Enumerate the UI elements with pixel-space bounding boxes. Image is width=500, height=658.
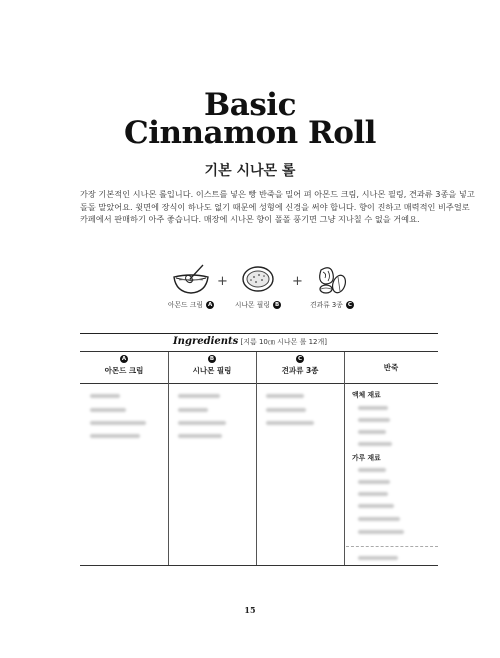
column-header-label: 시나몬 필링 bbox=[192, 366, 232, 375]
ingredients-heading bbox=[0, 336, 500, 347]
blurred-ingredient-row bbox=[90, 394, 120, 398]
blurred-ingredient-row bbox=[266, 421, 314, 425]
component-label-text: 아몬드 크림 bbox=[167, 301, 203, 309]
table-subheader-rule bbox=[80, 383, 438, 384]
blurred-ingredient-row bbox=[90, 434, 140, 438]
plus-sign: + bbox=[292, 274, 303, 289]
page-title-line2: Cinnamon Roll bbox=[124, 115, 376, 151]
column-header-almond-cream bbox=[80, 355, 168, 376]
component-label bbox=[302, 299, 362, 309]
ingredients-title: Ingredients bbox=[173, 336, 239, 347]
page-title-line1: Basic bbox=[204, 87, 296, 123]
intro-line: 돌돌 말았어요. 윗면에 장식이 하나도 없기 때문에 성형에 신경을 써야 합니다. 향이 진하고 매력적인 비주얼로 bbox=[80, 201, 470, 212]
column-header-label: 견과류 3종 bbox=[281, 366, 319, 375]
blurred-ingredient-row bbox=[178, 408, 208, 412]
badge-b: B bbox=[209, 356, 215, 362]
korean-subtitle: 기본 시나몬 롤 bbox=[204, 163, 296, 179]
intro-paragraph bbox=[80, 188, 475, 226]
table-top-rule bbox=[80, 333, 438, 334]
blurred-ingredient-row bbox=[358, 504, 394, 508]
column-header-label: 반죽 bbox=[383, 363, 399, 372]
ingredients-yield-note: [지름 10㎝ 시나몬 롤 12개] bbox=[240, 338, 327, 346]
dough-divider-dashed bbox=[346, 546, 438, 547]
blurred-ingredient-row bbox=[358, 468, 386, 472]
intro-line: 가장 기본적인 시나몬 롤입니다. 이스트를 넣은 빵 반죽을 밀어 펴 아몬드 크림, 시나몬 필링, 견과류 3종을 넣고 bbox=[80, 189, 475, 199]
nuts-icon bbox=[311, 262, 353, 296]
column-header-cinnamon-filling bbox=[168, 355, 256, 376]
table-header-rule bbox=[80, 351, 438, 352]
blurred-ingredient-row bbox=[358, 530, 404, 534]
column-divider bbox=[168, 352, 169, 565]
badge-a: A bbox=[207, 302, 213, 308]
blurred-ingredient-row bbox=[358, 480, 390, 484]
blurred-ingredient-row bbox=[358, 442, 392, 446]
components-row bbox=[0, 262, 500, 322]
blurred-ingredient-row bbox=[90, 408, 126, 412]
column-header-label: 아몬드 크림 bbox=[104, 366, 144, 375]
page-number: 15 bbox=[244, 605, 256, 615]
dough-powder-section-label: 가루 재료 bbox=[352, 454, 381, 462]
blurred-ingredient-row bbox=[358, 556, 398, 560]
blurred-ingredient-row bbox=[90, 421, 146, 425]
component-label-text: 견과류 3종 bbox=[310, 301, 343, 309]
powder-bowl-icon bbox=[237, 262, 279, 296]
component-label bbox=[161, 299, 221, 309]
badge-c: C bbox=[297, 356, 303, 362]
blurred-ingredient-row bbox=[178, 434, 222, 438]
column-header-dough bbox=[344, 362, 438, 373]
blurred-ingredient-row bbox=[266, 394, 304, 398]
column-header-three-nuts bbox=[256, 355, 344, 376]
badge-c: C bbox=[347, 302, 352, 308]
column-divider bbox=[256, 352, 257, 565]
column-divider bbox=[344, 352, 345, 565]
component-three-nuts bbox=[302, 262, 362, 309]
badge-b: B bbox=[274, 302, 280, 308]
blurred-ingredient-row bbox=[358, 406, 388, 410]
dough-liquid-section-label: 액체 재료 bbox=[352, 391, 381, 399]
blurred-ingredient-row bbox=[266, 408, 306, 412]
blurred-ingredient-row bbox=[358, 492, 388, 496]
blurred-ingredient-row bbox=[178, 394, 220, 398]
component-cinnamon-filling bbox=[228, 262, 288, 309]
blurred-ingredient-row bbox=[178, 421, 226, 425]
component-label bbox=[228, 299, 288, 309]
table-bottom-rule bbox=[80, 565, 438, 566]
badge-a: A bbox=[121, 356, 127, 362]
plus-sign: + bbox=[217, 274, 228, 289]
blurred-ingredient-row bbox=[358, 430, 386, 434]
blurred-ingredient-row bbox=[358, 418, 390, 422]
blurred-ingredient-row bbox=[358, 517, 400, 521]
component-label-text: 시나몬 필링 bbox=[234, 301, 270, 309]
mixing-bowl-icon bbox=[170, 262, 212, 296]
intro-line: 카페에서 판매하기 아주 좋습니다. 매장에 시나몬 향이 폴폴 풍기면 그냥 지나칠 수 없을 거예요. bbox=[80, 214, 420, 224]
component-almond-cream bbox=[161, 262, 221, 309]
